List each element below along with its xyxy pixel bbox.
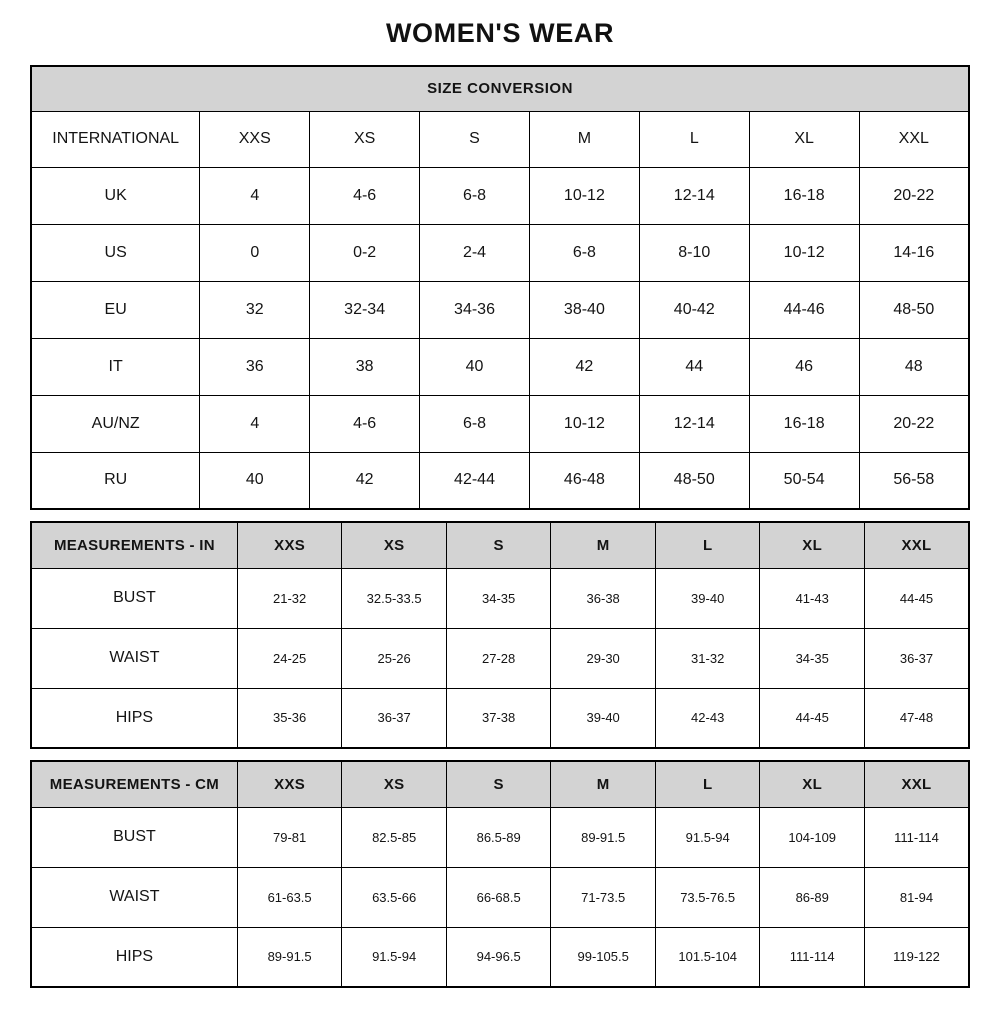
measurements-in-value-cell: 37-38 — [446, 688, 551, 748]
measurements-cm-column-header: L — [655, 761, 760, 807]
size-conversion-value-cell: 4 — [200, 167, 310, 224]
measurements-in-table — [30, 521, 970, 749]
measurements-cm-column-header: M — [551, 761, 656, 807]
size-conversion-value-cell: 34-36 — [420, 281, 530, 338]
size-conversion-value-cell: 40 — [420, 338, 530, 395]
size-conversion-value-cell: 40 — [200, 452, 310, 509]
size-conversion-column-header: XXL — [859, 111, 969, 167]
size-conversion-row-label: UK — [31, 167, 200, 224]
size-conversion-value-cell: 48 — [859, 338, 969, 395]
size-conversion-value-cell: 32 — [200, 281, 310, 338]
measurements-in-row-bust — [31, 568, 969, 628]
size-conversion-value-cell: 6-8 — [420, 395, 530, 452]
measurements-cm-column-header: XL — [760, 761, 865, 807]
size-conversion-column-header: S — [420, 111, 530, 167]
size-conversion-value-cell: 20-22 — [859, 395, 969, 452]
measurements-in-value-cell: 27-28 — [446, 628, 551, 688]
size-conversion-value-cell: 42 — [529, 338, 639, 395]
page-title: WOMEN'S WEAR — [385, 18, 615, 48]
size-conversion-value-cell: 38 — [310, 338, 420, 395]
measurements-cm-value-cell: 111-114 — [864, 807, 969, 867]
measurements-cm-column-header: XS — [342, 761, 447, 807]
size-conversion-row-label: EU — [31, 281, 200, 338]
size-conversion-row-ru — [31, 452, 969, 509]
size-conversion-title: SIZE CONVERSION — [31, 66, 969, 111]
size-conversion-value-cell: 12-14 — [639, 395, 749, 452]
size-conversion-value-cell: 10-12 — [529, 395, 639, 452]
measurements-cm-row-label: BUST — [31, 807, 237, 867]
measurements-in-column-header: M — [551, 522, 656, 568]
measurements-in-column-header: XXL — [864, 522, 969, 568]
measurements-cm-row-bust — [31, 807, 969, 867]
measurements-in-value-cell: 44-45 — [760, 688, 865, 748]
size-conversion-value-cell: 12-14 — [639, 167, 749, 224]
size-conversion-title-row — [31, 66, 969, 111]
size-conversion-row-label: IT — [31, 338, 200, 395]
measurements-cm-row-label: WAIST — [31, 867, 237, 927]
measurements-in-value-cell: 34-35 — [446, 568, 551, 628]
measurements-cm-header-row — [31, 761, 969, 807]
measurements-cm-value-cell: 91.5-94 — [655, 807, 760, 867]
measurements-in-row-label: BUST — [31, 568, 237, 628]
measurements-cm-row-waist — [31, 867, 969, 927]
measurements-cm-value-cell: 91.5-94 — [342, 927, 447, 987]
size-conversion-row-label: RU — [31, 452, 200, 509]
measurements-cm-value-cell: 119-122 — [864, 927, 969, 987]
size-conversion-value-cell: 20-22 — [859, 167, 969, 224]
size-conversion-value-cell: 46-48 — [529, 452, 639, 509]
size-conversion-column-header: INTERNATIONAL — [31, 111, 200, 167]
size-conversion-row-label: AU/NZ — [31, 395, 200, 452]
measurements-cm-column-header: XXL — [864, 761, 969, 807]
measurements-cm-value-cell: 73.5-76.5 — [655, 867, 760, 927]
size-conversion-value-cell: 36 — [200, 338, 310, 395]
measurements-in-value-cell: 42-43 — [655, 688, 760, 748]
measurements-in-value-cell: 39-40 — [655, 568, 760, 628]
measurements-cm-column-header: MEASUREMENTS - CM — [31, 761, 237, 807]
measurements-in-value-cell: 24-25 — [237, 628, 342, 688]
measurements-in-column-header: MEASUREMENTS - IN — [31, 522, 237, 568]
measurements-in-value-cell: 32.5-33.5 — [342, 568, 447, 628]
size-conversion-value-cell: 48-50 — [639, 452, 749, 509]
size-conversion-value-cell: 42-44 — [420, 452, 530, 509]
size-conversion-value-cell: 14-16 — [859, 224, 969, 281]
measurements-cm-value-cell: 81-94 — [864, 867, 969, 927]
size-conversion-value-cell: 10-12 — [529, 167, 639, 224]
size-conversion-row-eu — [31, 281, 969, 338]
measurements-in-value-cell: 34-35 — [760, 628, 865, 688]
size-conversion-row-au-nz — [31, 395, 969, 452]
measurements-cm-value-cell: 89-91.5 — [237, 927, 342, 987]
measurements-cm-value-cell: 82.5-85 — [342, 807, 447, 867]
measurements-cm-row-hips — [31, 927, 969, 987]
size-conversion-value-cell: 38-40 — [529, 281, 639, 338]
size-conversion-column-header: XXS — [200, 111, 310, 167]
size-conversion-value-cell: 8-10 — [639, 224, 749, 281]
size-conversion-column-header: XS — [310, 111, 420, 167]
measurements-cm-value-cell: 63.5-66 — [342, 867, 447, 927]
measurements-in-value-cell: 31-32 — [655, 628, 760, 688]
size-conversion-row-us — [31, 224, 969, 281]
size-conversion-value-cell: 2-4 — [420, 224, 530, 281]
size-conversion-value-cell: 6-8 — [420, 167, 530, 224]
measurements-in-value-cell: 25-26 — [342, 628, 447, 688]
measurements-in-column-header: L — [655, 522, 760, 568]
measurements-cm-value-cell: 79-81 — [237, 807, 342, 867]
size-conversion-column-header: M — [529, 111, 639, 167]
measurements-in-value-cell: 36-38 — [551, 568, 656, 628]
size-conversion-value-cell: 44-46 — [749, 281, 859, 338]
measurements-cm-value-cell: 94-96.5 — [446, 927, 551, 987]
size-conversion-value-cell: 50-54 — [749, 452, 859, 509]
measurements-in-value-cell: 44-45 — [864, 568, 969, 628]
measurements-cm-value-cell: 104-109 — [760, 807, 865, 867]
measurements-cm-value-cell: 111-114 — [760, 927, 865, 987]
measurements-cm-value-cell: 61-63.5 — [237, 867, 342, 927]
measurements-in-value-cell: 35-36 — [237, 688, 342, 748]
measurements-cm-value-cell: 99-105.5 — [551, 927, 656, 987]
measurements-cm-column-header: XXS — [237, 761, 342, 807]
measurements-cm-value-cell: 66-68.5 — [446, 867, 551, 927]
size-conversion-value-cell: 16-18 — [749, 395, 859, 452]
size-conversion-table — [30, 65, 970, 510]
measurements-in-header-row — [31, 522, 969, 568]
size-conversion-value-cell: 40-42 — [639, 281, 749, 338]
measurements-in-value-cell: 39-40 — [551, 688, 656, 748]
size-conversion-value-cell: 16-18 — [749, 167, 859, 224]
size-conversion-value-cell: 0-2 — [310, 224, 420, 281]
measurements-cm-value-cell: 86-89 — [760, 867, 865, 927]
size-conversion-value-cell: 0 — [200, 224, 310, 281]
size-conversion-value-cell: 46 — [749, 338, 859, 395]
size-conversion-row-label: US — [31, 224, 200, 281]
measurements-in-value-cell: 47-48 — [864, 688, 969, 748]
measurements-cm-value-cell: 101.5-104 — [655, 927, 760, 987]
size-conversion-value-cell: 6-8 — [529, 224, 639, 281]
size-conversion-header-row — [31, 111, 969, 167]
measurements-in-row-hips — [31, 688, 969, 748]
measurements-in-value-cell: 36-37 — [864, 628, 969, 688]
size-conversion-value-cell: 44 — [639, 338, 749, 395]
size-conversion-value-cell: 42 — [310, 452, 420, 509]
measurements-in-column-header: XXS — [237, 522, 342, 568]
measurements-cm-table — [30, 760, 970, 988]
measurements-in-value-cell: 36-37 — [342, 688, 447, 748]
measurements-cm-column-header: S — [446, 761, 551, 807]
measurements-in-row-waist — [31, 628, 969, 688]
measurements-in-value-cell: 41-43 — [760, 568, 865, 628]
measurements-cm-value-cell: 71-73.5 — [551, 867, 656, 927]
measurements-cm-row-label: HIPS — [31, 927, 237, 987]
size-conversion-value-cell: 10-12 — [749, 224, 859, 281]
measurements-in-row-label: WAIST — [31, 628, 237, 688]
size-conversion-value-cell: 48-50 — [859, 281, 969, 338]
size-conversion-value-cell: 4-6 — [310, 167, 420, 224]
measurements-in-value-cell: 29-30 — [551, 628, 656, 688]
size-conversion-value-cell: 4 — [200, 395, 310, 452]
size-conversion-value-cell: 32-34 — [310, 281, 420, 338]
size-conversion-column-header: XL — [749, 111, 859, 167]
size-conversion-value-cell: 4-6 — [310, 395, 420, 452]
measurements-cm-value-cell: 86.5-89 — [446, 807, 551, 867]
size-conversion-row-uk — [31, 167, 969, 224]
measurements-in-row-label: HIPS — [31, 688, 237, 748]
measurements-in-column-header: S — [446, 522, 551, 568]
measurements-in-column-header: XS — [342, 522, 447, 568]
size-conversion-column-header: L — [639, 111, 749, 167]
size-conversion-value-cell: 56-58 — [859, 452, 969, 509]
size-conversion-row-it — [31, 338, 969, 395]
measurements-in-column-header: XL — [760, 522, 865, 568]
measurements-in-value-cell: 21-32 — [237, 568, 342, 628]
measurements-cm-value-cell: 89-91.5 — [551, 807, 656, 867]
